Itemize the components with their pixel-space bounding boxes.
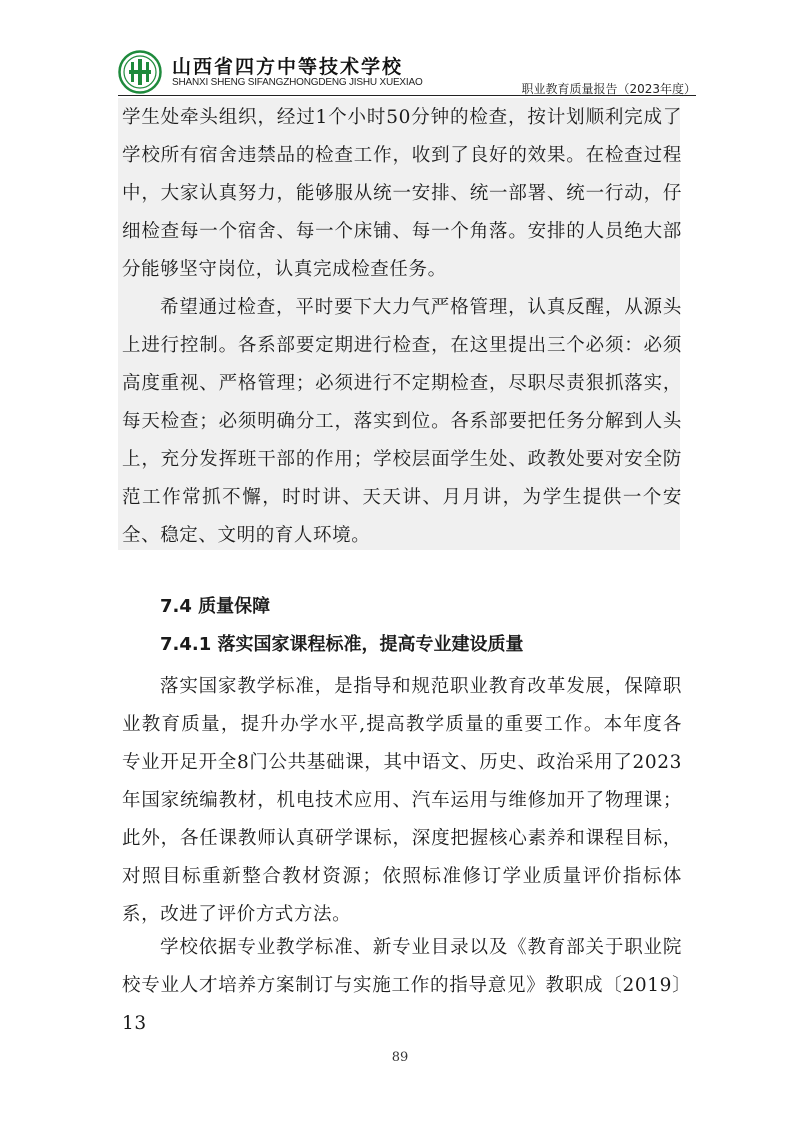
section-heading: 7.4 质量保障 — [160, 596, 271, 617]
school-emblem-icon — [118, 50, 162, 94]
page-header — [118, 44, 696, 94]
paragraph-management-requirements: 希望通过检查，平时要下大力气严格管理，认真反醒，从源头上进行控制。各系部要定期进行检查，在这里提出三个必须：必须高度重视、严格管理；必须进行不定期检查，尽职尽责狠抓落实，每天检查；必须明确分工，落实到位。各系部要把任务分解到人头上，充分发挥班干部的作用；学校层面学生处、政教处要对安全防范工作常抓不懈，时时讲、天天讲、月月讲，为学生提供一个安全、稳定、文明的育人环境。 — [122, 297, 682, 546]
school-name-en: SHANXI SHENG SIFANGZHONGDENG JISHU XUEXIAO — [172, 77, 423, 88]
school-name-cn: 山西省四方中等技术学校 — [172, 56, 404, 78]
paragraph-inspection-result: 学生处牵头组织，经过1个小时50分钟的检查，按计划顺利完成了学校所有宿舍违禁品的检查工作，收到了良好的效果。在检查过程中，大家认真努力，能够服从统一安排、统一部署、统一行动，仔细检查每一个宿舍、每一个床铺、每一个角落。安排的人员绝大部分能够坚守岗位，认真完成检查任务。 — [122, 107, 682, 280]
paragraph-national-standards: 落实国家教学标准，是指导和规范职业教育改革发展，保障职业教育质量，提升办学水平,提高教学质量的重要工作。本年度各专业开足开全8门公共基础课，其中语文、历史、政治采用了2023年国家统编教材，机电技术应用、汽车运用与维修加开了物理课；此外，各任课教师认真研学课标，深度把握核心素养和课程目标，对照目标重新整合教材资源；依照标准修订学业质量评价指标体系，改进了评价方式方法。 — [122, 676, 682, 925]
report-title: 职业教育质量报告（2023年度） — [521, 82, 696, 96]
subsection-heading: 7.4.1 落实国家课程标准，提高专业建设质量 — [160, 634, 524, 655]
header-divider — [118, 95, 696, 96]
paragraph-talent-training: 学校依据专业教学标准、新专业目录以及《教育部关于职业院校专业人才培养方案制订与实施工作的指导意见》教职成〔2019〕13 — [122, 937, 682, 1034]
page-number: 89 — [391, 1050, 409, 1065]
